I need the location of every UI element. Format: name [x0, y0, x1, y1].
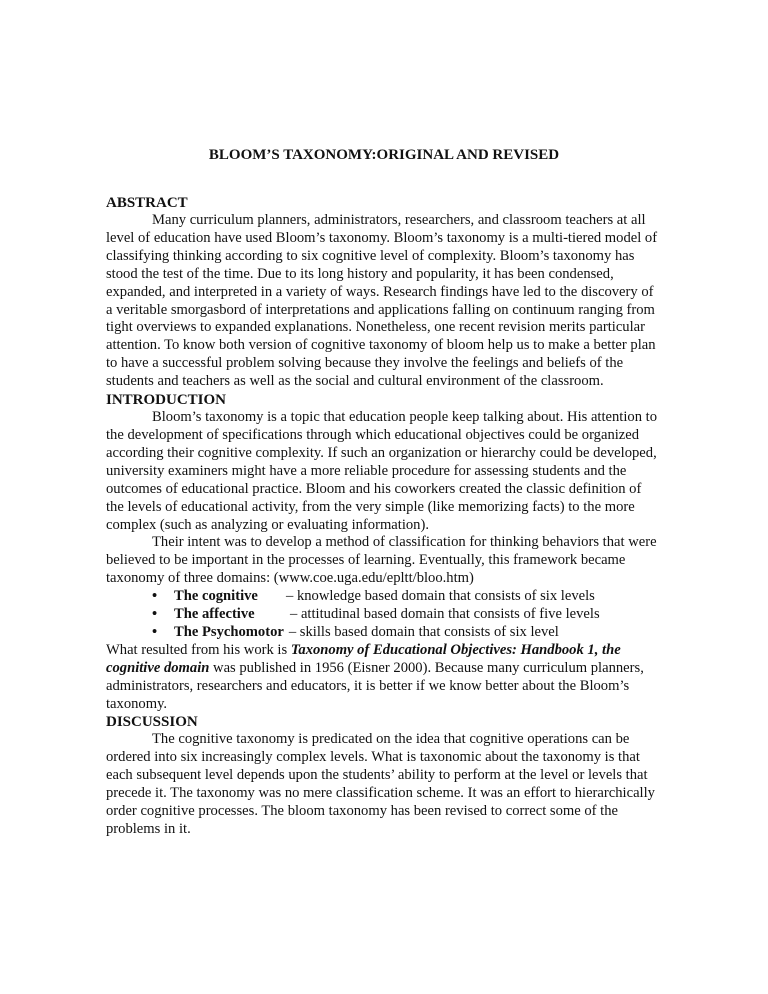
closing-text-before: What resulted from his work is: [106, 641, 291, 658]
list-item: [106, 588, 662, 606]
domain-term: The cognitive: [174, 588, 258, 605]
bullet-icon: •: [152, 588, 158, 605]
introduction-paragraph-1: Bloom’s taxonomy is a topic that education people keep talking about. His attention to the development of specifications through which educational objectives could be organized according their cognitive complexity. If such an organization or hierarchy could be developed, university examiners might have a more reliable procedure for assessing students and the outcomes of educational practice. Bloom and his coworkers created the classic definition of the levels of educational activity, from the very simple (like memorizing facts) to the more complex (such as analyzing or evaluating information).: [106, 409, 658, 533]
bullet-icon: •: [152, 623, 158, 640]
list-item: [106, 606, 662, 624]
introduction-heading: INTRODUCTION: [106, 392, 227, 409]
discussion-heading: DISCUSSION: [106, 714, 198, 731]
document-body: [106, 194, 662, 839]
discussion-paragraph: The cognitive taxonomy is predicated on the idea that cognitive operations can be ordered into six increasingly complex levels. What is taxonomic about the taxonomy is that each subsequent level depends upon the students’ ability to perform at the level or levels that precede it. The taxonomy was no mere classification scheme. It was an effort to hierarchically order cognitive processes. The bloom taxonomy has been revised to correct some of the problems in it.: [106, 731, 655, 837]
closing-text-after: was published in 1956 (Eisner 2000). Because many curriculum planners, administrators, researchers and educators, it is better if we know better about the Bloom’s taxonomy.: [106, 659, 644, 712]
domain-description: – skills based domain that consists of six level: [288, 623, 559, 640]
introduction-closing: [106, 642, 662, 714]
bullet-icon: •: [152, 606, 158, 623]
domain-description: – knowledge based domain that consists of six levels: [286, 588, 595, 605]
abstract-paragraph: Many curriculum planners, administrators, researchers, and classroom teachers at all level of education have used Bloom’s taxonomy. Bloom’s taxonomy is a multi-tiered model of classifying thinking according to six cognitive level of complexity. Bloom’s taxonomy has stood the test of the time. Due to its long history and popularity, it has been condensed, expanded, and interpreted in a variety of ways. Research findings have led to the discovery of a veritable smorgasbord of interpretations and applications falling on continuum ranging from tight overviews to expanded explanations. Nonetheless, one recent revision merits particular attention. To know both version of cognitive taxonomy of bloom help us to make a better plan to have a successful problem solving because they involve the feelings and beliefs of the students and teachers as well as the social and cultural environment of the classroom.: [106, 212, 658, 390]
domain-term: The affective: [174, 606, 255, 623]
domain-description: – attitudinal based domain that consists of five levels: [290, 606, 600, 623]
domains-list: [106, 588, 662, 642]
introduction-paragraph-2: Their intent was to develop a method of classification for thinking behaviors that were believed to be important in the processes of learning. Eventually, this framework became taxonomy of three domains: (www.coe.uga.edu/epltt/bloo.htm): [106, 534, 657, 587]
list-item: [106, 624, 662, 642]
domain-term: The Psychomotor: [174, 623, 284, 640]
handbook-title: Taxonomy of Educational Objectives: Handbook 1, the cognitive domain: [106, 641, 621, 676]
document-title: BLOOM’S TAXONOMY:ORIGINAL AND REVISED: [208, 147, 560, 163]
abstract-heading: ABSTRACT: [106, 195, 188, 211]
